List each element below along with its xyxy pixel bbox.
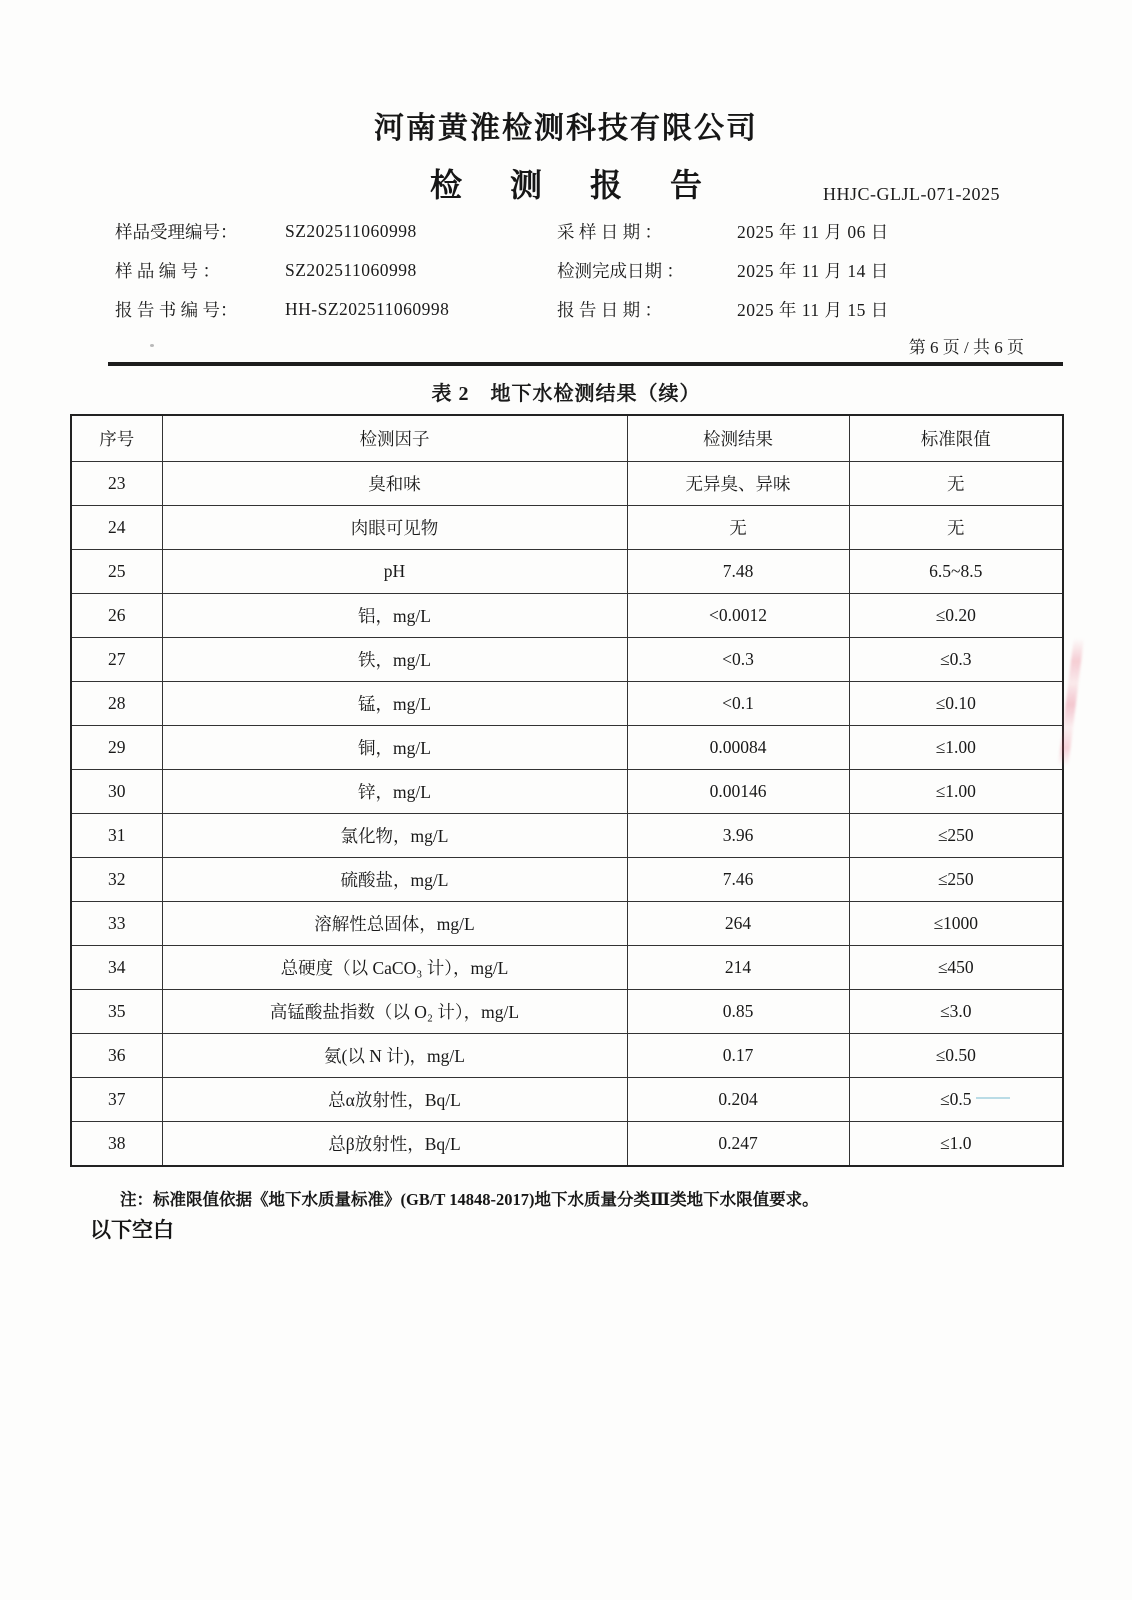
table-cell: 34 — [71, 946, 162, 990]
table-cell: ≤1.00 — [849, 726, 1063, 770]
table-cell: 铜，mg/L — [162, 726, 627, 770]
table-row — [71, 858, 1063, 902]
table-cell: ≤0.50 — [849, 1034, 1063, 1078]
groundwater-results-table — [70, 414, 1064, 1167]
table-cell: ≤3.0 — [849, 990, 1063, 1034]
table-row — [71, 594, 1063, 638]
table-row — [71, 1122, 1063, 1167]
table-row — [71, 902, 1063, 946]
table-header — [71, 415, 1063, 462]
table-cell: ≤250 — [849, 858, 1063, 902]
table-cell: ≤1000 — [849, 902, 1063, 946]
table-cell: <0.1 — [627, 682, 849, 726]
pen-mark-artifact — [976, 1097, 1010, 1099]
table-cell: ≤1.0 — [849, 1122, 1063, 1167]
table-cell: 无异臭、异味 — [627, 462, 849, 506]
table-cell: 0.85 — [627, 990, 849, 1034]
table-cell: ≤1.00 — [849, 770, 1063, 814]
col-header-limit: 标准限值 — [849, 415, 1063, 462]
table-cell: 溶解性总固体，mg/L — [162, 902, 627, 946]
table-cell: 铝，mg/L — [162, 594, 627, 638]
table-cell: 26 — [71, 594, 162, 638]
table-header-row — [71, 415, 1063, 462]
table-cell: 无 — [849, 506, 1063, 550]
table-cell: 0.00146 — [627, 770, 849, 814]
table-cell: ≤0.3 — [849, 638, 1063, 682]
table-cell: 氨(以 N 计)，mg/L — [162, 1034, 627, 1078]
meta-row — [115, 251, 1035, 290]
table-cell: ≤450 — [849, 946, 1063, 990]
table-cell: 肉眼可见物 — [162, 506, 627, 550]
table-cell: ≤0.10 — [849, 682, 1063, 726]
sample-accept-no-label: 样品受理编号： — [115, 222, 238, 242]
page-number: 第 6 页 / 共 6 页 — [908, 338, 1024, 357]
table-cell: ≤0.20 — [849, 594, 1063, 638]
sample-accept-no-value: SZ202511060998 — [285, 221, 417, 241]
report-no-label: 报 告 书 编 号： — [115, 300, 238, 320]
scan-speck — [150, 344, 154, 347]
table-cell: 总硬度（以 CaCO₃ 计），mg/L — [162, 946, 627, 990]
col-header-factor: 检测因子 — [162, 415, 627, 462]
standard-note: 注：标准限值依据《地下水质量标准》(GB/T 14848-2017)地下水质量分类Ⅲ类地下水限值要求。 — [120, 1190, 819, 1209]
table-cell: 氯化物，mg/L — [162, 814, 627, 858]
table-cell: pH — [162, 550, 627, 594]
table-cell: 33 — [71, 902, 162, 946]
table-cell: 264 — [627, 902, 849, 946]
table-cell: 38 — [71, 1122, 162, 1167]
table-cell: 25 — [71, 550, 162, 594]
table-cell: <0.0012 — [627, 594, 849, 638]
table-row — [71, 506, 1063, 550]
table-cell: 无 — [627, 506, 849, 550]
table-cell: 0.247 — [627, 1122, 849, 1167]
table-cell: 0.17 — [627, 1034, 849, 1078]
table-body — [71, 462, 1063, 1167]
report-title: 检 测 报 告 — [429, 167, 722, 203]
table-cell: 锌，mg/L — [162, 770, 627, 814]
table-cell: 7.48 — [627, 550, 849, 594]
meta-row — [115, 290, 1035, 329]
table-cell: ≤0.5 — [849, 1078, 1063, 1122]
company-name: 河南黄淮检测科技有限公司 — [374, 112, 758, 145]
table-cell: 铁，mg/L — [162, 638, 627, 682]
table-cell: 30 — [71, 770, 162, 814]
sample-no-label: 样 品 编 号 ： — [115, 261, 220, 281]
report-date-value: 2025 年 11 月 15 日 — [737, 300, 889, 320]
meta-row — [115, 212, 1035, 251]
table-row — [71, 550, 1063, 594]
table-cell: 臭和味 — [162, 462, 627, 506]
col-header-result: 检测结果 — [627, 415, 849, 462]
report-meta — [115, 212, 1035, 329]
header-divider — [108, 362, 1063, 366]
test-complete-date-label: 检测完成日期 ： — [557, 261, 684, 281]
table-caption: 表 2 地下水检测结果（续） — [431, 383, 701, 405]
table-row — [71, 814, 1063, 858]
report-no-value: HH-SZ202511060998 — [285, 299, 450, 319]
table-row — [71, 770, 1063, 814]
sample-no-value: SZ202511060998 — [285, 260, 417, 280]
table-cell: 0.00084 — [627, 726, 849, 770]
report-date-label: 报 告 日 期 ： — [557, 300, 662, 320]
table-cell: 总α放射性，Bq/L — [162, 1078, 627, 1122]
table-cell: 24 — [71, 506, 162, 550]
table-cell: 32 — [71, 858, 162, 902]
table-cell: ≤250 — [849, 814, 1063, 858]
table-cell: 29 — [71, 726, 162, 770]
table-cell: 23 — [71, 462, 162, 506]
table-row — [71, 946, 1063, 990]
table-row — [71, 1034, 1063, 1078]
report-code: HHJC-GLJL-071-2025 — [823, 184, 1000, 204]
table-cell: <0.3 — [627, 638, 849, 682]
table-cell: 31 — [71, 814, 162, 858]
test-complete-date-value: 2025 年 11 月 14 日 — [737, 261, 889, 281]
table-row — [71, 990, 1063, 1034]
table-row — [71, 462, 1063, 506]
table-row — [71, 638, 1063, 682]
table-cell: 硫酸盐，mg/L — [162, 858, 627, 902]
table-cell: 6.5~8.5 — [849, 550, 1063, 594]
table-cell: 无 — [849, 462, 1063, 506]
table-row — [71, 726, 1063, 770]
table-cell: 7.46 — [627, 858, 849, 902]
table-cell: 28 — [71, 682, 162, 726]
table-row — [71, 1078, 1063, 1122]
blank-below-marker: 以下空白 — [90, 1218, 174, 1242]
table-cell: 27 — [71, 638, 162, 682]
table-cell: 总β放射性，Bq/L — [162, 1122, 627, 1167]
table-cell: 35 — [71, 990, 162, 1034]
table-cell: 高锰酸盐指数（以 O₂ 计），mg/L — [162, 990, 627, 1034]
table-cell: 37 — [71, 1078, 162, 1122]
table-cell: 36 — [71, 1034, 162, 1078]
sampling-date-value: 2025 年 11 月 06 日 — [737, 222, 889, 242]
table-cell: 3.96 — [627, 814, 849, 858]
table-cell: 锰，mg/L — [162, 682, 627, 726]
col-header-no: 序号 — [71, 415, 162, 462]
table-row — [71, 682, 1063, 726]
table-cell: 214 — [627, 946, 849, 990]
table-cell: 0.204 — [627, 1078, 849, 1122]
sampling-date-label: 采 样 日 期 ： — [557, 222, 662, 242]
